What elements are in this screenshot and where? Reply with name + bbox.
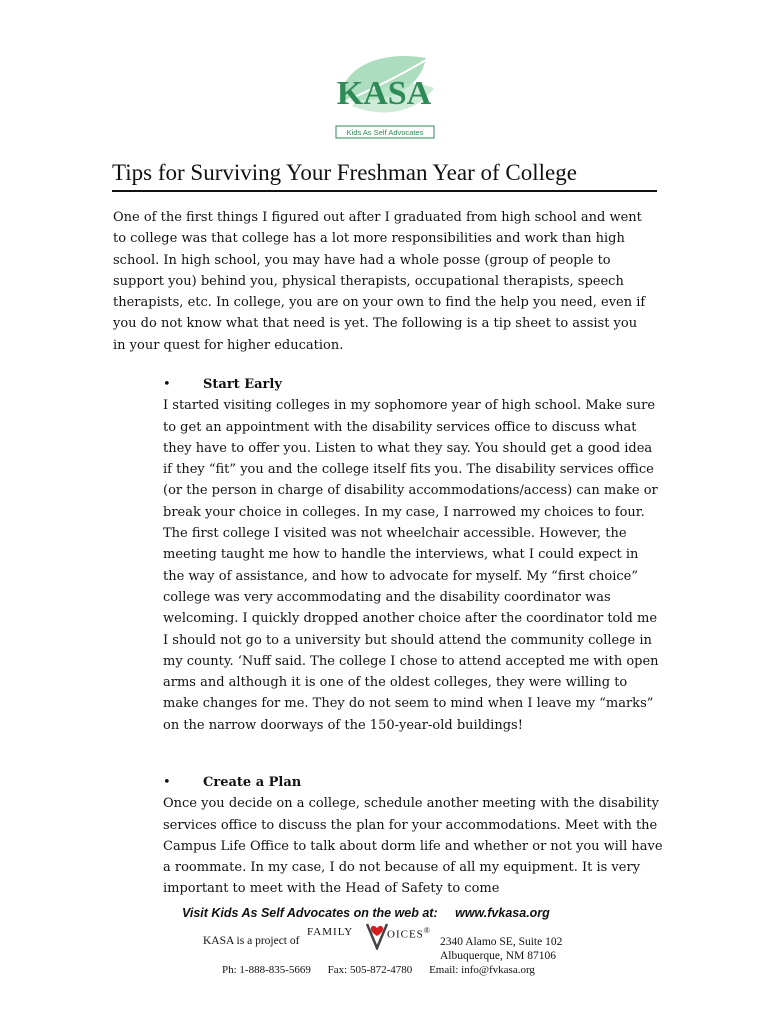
section-start-early	[163, 374, 663, 736]
contact-line	[222, 964, 549, 976]
section-heading-text: Start Early	[203, 377, 282, 392]
fax-number: Fax: 505-872-4780	[327, 964, 413, 976]
address-line-2: Albuquerque, NM 87106	[440, 950, 556, 962]
intro-paragraph: One of the first things I figured out after I graduated from high school and went to college was that college has a lot more responsibilities and work than high school. In high school, you may have had a whole posse (group of people to support you) behind you, physical therapists, occupational therapists, speech therapists, etc. In college, you are on your own to find the help you need, even if you do not know what that need is yet. The following is a tip sheet to assist you in your quest for higher education.	[113, 210, 646, 353]
family-voices-logo	[305, 922, 437, 952]
section-create-a-plan	[163, 772, 663, 900]
footer-web-line	[182, 906, 602, 920]
phone-number: Ph: 1-888-835-5669	[222, 964, 311, 976]
bullet-icon: •	[163, 775, 171, 790]
kasa-logo	[322, 48, 446, 144]
email-address[interactable]: Email: info@fvkasa.org	[429, 964, 535, 976]
section-body: I started visiting colleges in my sophomore year of high school. Make sure to get an appointment with the disability services office to discuss what they have to offer you. Listen to what they say. You should get a good idea if they “fit” you and the college itself fits you. The disability services office (or the person in charge of disability accommodations/access) can make or break your choice in colleges. In my case, I narrowed my choices to four. The first college I visited was not wheelchair accessible. However, the meeting taught me how to handle the interviews, what I could expect in the way of assistance, and how to advocate for myself. My “first choice” college was very accommodating and the disability coordinator was welcoming. I quickly dropped another choice after the coordinator told me I should not go to a university but should attend the community college in my county. ‘Nuff said. The college I chose to attend accepted me with open arms and although it is one of the oldest colleges, they were willing to make changes for me. They do not seem to mind when I leave my “marks” on the narrow doorways of the 150-year-old buildings!	[163, 398, 659, 733]
section-body: Once you decide on a college, schedule another meeting with the disability services office to discuss the plan for your accommodations. Meet with the Campus Life Office to talk about dorm life and whether or not you will have a roommate. In my case, I do not because of all my equipment. It is very important to meet with the Head of Safety to come	[163, 796, 663, 897]
section-heading	[163, 772, 663, 793]
bullet-icon: •	[163, 377, 171, 392]
page-title: Tips for Surviving Your Freshman Year of College	[112, 158, 657, 192]
fv-family-text: FAMILY	[307, 926, 354, 938]
address-line-1: 2340 Alamo SE, Suite 102	[440, 936, 563, 948]
footer-web-text: Visit Kids As Self Advocates on the web at:	[182, 906, 438, 920]
fv-heart-v-icon	[365, 922, 389, 950]
svg-text:Kids As Self Advocates: Kids As Self Advocates	[346, 128, 424, 137]
mailing-address	[440, 935, 562, 963]
svg-text:KASA: KASA	[336, 75, 432, 112]
fv-voices-text: OICES®	[387, 926, 431, 941]
footer-project-text: KASA is a project of	[203, 935, 300, 947]
section-heading-text: Create a Plan	[203, 775, 302, 790]
footer-web-link[interactable]: www.fvkasa.org	[455, 906, 550, 920]
kasa-leaf-icon	[322, 48, 446, 144]
section-heading	[163, 374, 663, 395]
